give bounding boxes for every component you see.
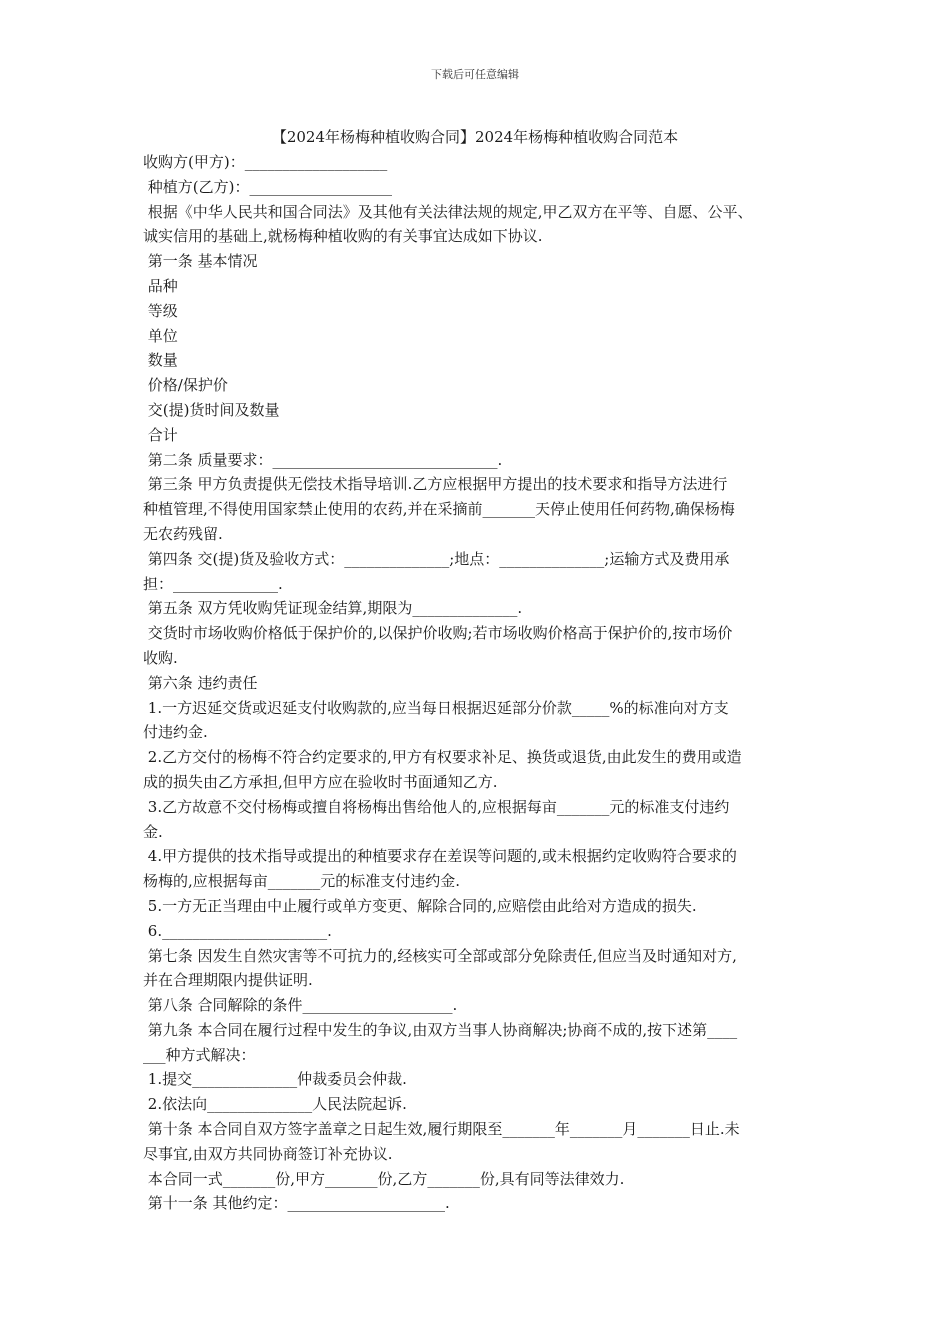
article-5-line: 交货时市场收购价格低于保护价的,以保护价收购;若市场收购价格高于保护价的,按市场价	[143, 624, 733, 643]
copies-line: 本合同一式_______份,甲方_______份,乙方_______份,具有同等法律效力.	[143, 1169, 625, 1188]
article-6-clause: 成的损失由乙方承担,但甲方应在验收时书面通知乙方.	[143, 772, 498, 791]
article-6-clause: 杨梅的,应根据每亩_______元的标准支付违约金.	[143, 872, 461, 891]
article-3-line: 第三条 甲方负责提供无偿技术指导培训.乙方应根据甲方提出的技术要求和指导方法进行	[143, 475, 728, 494]
article-6-clause: 6.______________________.	[143, 921, 332, 940]
article-6-clause: 3.乙方故意不交付杨梅或擅自将杨梅出售给他人的,应根据每亩_______元的标准支付违约	[143, 797, 730, 816]
article-9-line: 第九条 本合同在履行过程中发生的争议,由双方当事人协商解决;协商不成的,按下述第____	[143, 1020, 738, 1039]
article-6-heading: 第六条 违约责任	[143, 673, 258, 692]
article-6-clause: 付违约金.	[143, 723, 208, 742]
article-9-option: 2.依法向______________人民法院起诉.	[143, 1095, 407, 1114]
article-5-line: 第五条 双方凭收购凭证现金结算,期限为______________.	[143, 599, 523, 618]
page-header-note: 下载后可任意编辑	[431, 68, 519, 81]
article-8-line: 第八条 合同解除的条件____________________.	[143, 996, 458, 1015]
article-10-line: 第十条 本合同自双方签字盖章之日起生效,履行期限至_______年_______月_______日止.未	[143, 1120, 740, 1139]
preamble-line: 诚实信用的基础上,就杨梅种植收购的有关事宜达成如下协议.	[143, 227, 543, 246]
article-10-line: 尽事宜,由双方共同协商签订补充协议.	[143, 1144, 393, 1163]
article-1-item: 品种	[143, 276, 178, 295]
article-6-clause: 1.一方迟延交货或迟延支付收购款的,应当每日根据迟延部分价款_____%的标准向对方支	[143, 698, 729, 717]
preamble-line: 根据《中华人民共和国合同法》及其他有关法律法规的规定,甲乙双方在平等、自愿、公平、	[143, 202, 753, 221]
article-7-line: 并在合理期限内提供证明.	[143, 971, 313, 990]
article-7-line: 第七条 因发生自然灾害等不可抗力的,经核实可全部或部分免除责任,但应当及时通知对方,	[143, 946, 737, 965]
document-title: 【2024年杨梅种植收购合同】2024年杨梅种植收购合同范本	[271, 128, 679, 146]
buyer-party-line: 收购方(甲方)：___________________	[143, 153, 388, 171]
article-11-line: 第十一条 其他约定：_____________________.	[143, 1194, 450, 1213]
article-6-clause: 5.一方无正当理由中止履行或单方变更、解除合同的,应赔偿由此给对方造成的损失.	[143, 896, 697, 915]
article-5-line: 收购.	[143, 648, 178, 667]
article-1-item: 合计	[143, 425, 178, 444]
article-2-line: 第二条 质量要求：______________________________.	[143, 450, 503, 469]
article-1-item: 价格/保护价	[143, 376, 228, 395]
article-1-item: 等级	[143, 301, 178, 320]
article-9-option: 1.提交______________仲裁委员会仲裁.	[143, 1070, 407, 1089]
article-3-line: 无农药残留.	[143, 524, 223, 543]
article-6-clause: 金.	[143, 822, 163, 841]
article-1-item: 数量	[143, 351, 178, 370]
article-6-clause: 2.乙方交付的杨梅不符合约定要求的,甲方有权要求补足、换货或退货,由此发生的费用或造	[143, 748, 742, 767]
article-6-clause: 4.甲方提供的技术指导或提出的种植要求存在差误等问题的,或未根据约定收购符合要求的	[143, 847, 737, 866]
article-3-line: 种植管理,不得使用国家禁止使用的农药,并在采摘前_______天停止使用任何药物,确保杨梅	[143, 500, 735, 519]
article-4-line: 担：______________.	[143, 574, 283, 593]
article-9-line: ___种方式解决：	[143, 1045, 256, 1064]
grower-party-line: 种植方(乙方)：___________________	[143, 177, 392, 196]
article-1-item: 单位	[143, 326, 178, 345]
article-4-line: 第四条 交(提)货及验收方式：______________;地点：______________;运输方式及费用承	[143, 549, 730, 568]
contract-body	[143, 150, 813, 1216]
article-1-heading: 第一条 基本情况	[143, 252, 258, 271]
article-1-item: 交(提)货时间及数量	[143, 400, 280, 419]
